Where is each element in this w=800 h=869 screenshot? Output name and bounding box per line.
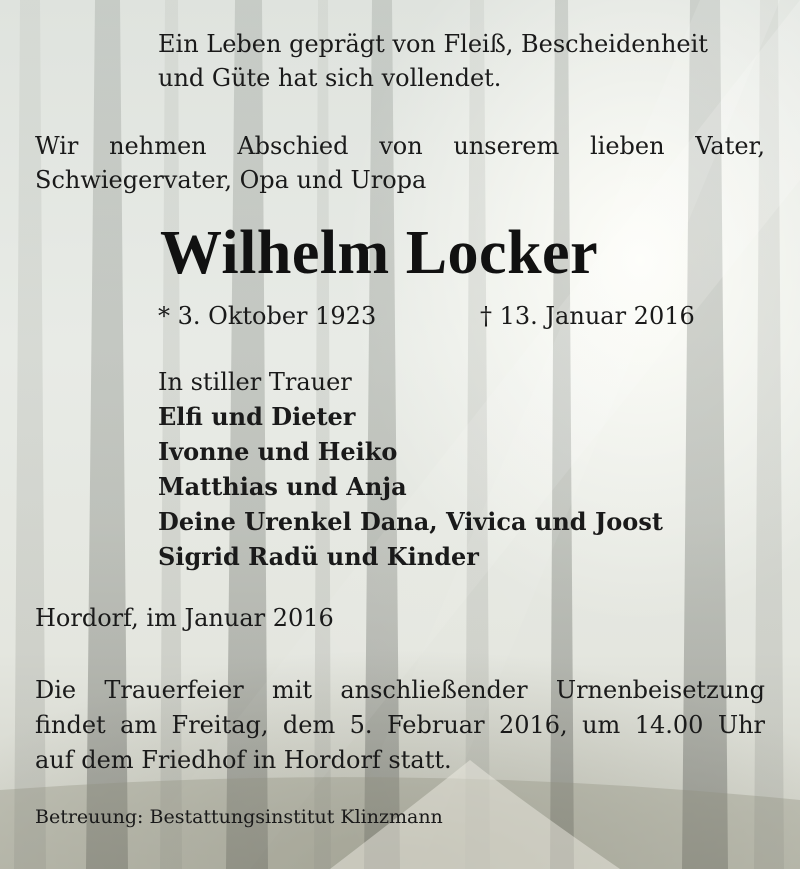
intro-line-1: Ein Leben geprägt von Fleiß, Bescheidenheit — [158, 30, 708, 58]
mourner-name: Deine Urenkel Dana, Vivica und Joost — [158, 507, 663, 536]
death-date: † 13. Januar 2016 — [480, 302, 695, 330]
birth-date: * 3. Oktober 1923 — [158, 302, 377, 330]
mourner-name: Ivonne und Heiko — [158, 437, 398, 466]
service-line-2: findet am Freitag, dem 5. Februar 2016, um 14.00 Uhr — [35, 711, 765, 739]
mourner-name: Matthias und Anja — [158, 472, 407, 501]
service-line-3: auf dem Friedhof in Hordorf statt. — [35, 746, 452, 774]
mourner-name: Sigrid Radü und Kinder — [158, 542, 479, 571]
farewell-line-1: Wir nehmen Abschied von unserem lieben Vater, — [35, 132, 765, 160]
deceased-name: Wilhelm Locker — [160, 219, 599, 287]
place-date: Hordorf, im Januar 2016 — [35, 604, 334, 632]
farewell-line-2: Schwiegervater, Opa und Uropa — [35, 166, 427, 194]
mourner-name: Elfi und Dieter — [158, 402, 356, 431]
service-line-1: Die Trauerfeier mit anschließender Urnenbeisetzung — [35, 676, 765, 704]
funeral-home-credit: Betreuung: Bestattungsinstitut Klinzmann — [35, 806, 443, 828]
intro-line-2: und Güte hat sich vollendet. — [158, 64, 502, 92]
mourners-heading: In stiller Trauer — [158, 368, 352, 396]
